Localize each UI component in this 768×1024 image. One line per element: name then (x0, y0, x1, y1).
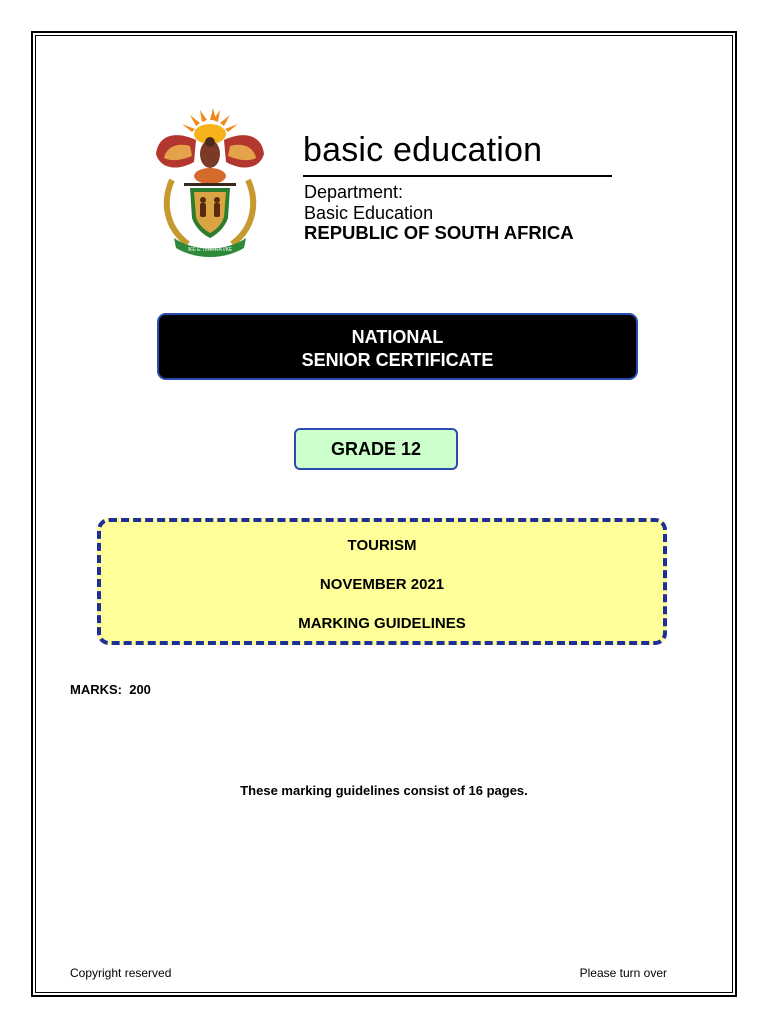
country-name: REPUBLIC OF SOUTH AFRICA (304, 222, 574, 243)
page-count-note: These marking guidelines consist of 16 pages. (240, 783, 528, 798)
document-type: MARKING GUIDELINES (298, 615, 466, 632)
total-marks: MARKS: 200 (70, 682, 151, 697)
department-label: Department: (304, 182, 404, 202)
motto-text: !KE E: /XARRA //KE (187, 247, 233, 253)
page-border-inner (35, 35, 733, 993)
certificate-line1: NATIONAL (351, 327, 444, 347)
footer-copyright: Copyright reserved (70, 966, 172, 980)
certificate-banner (157, 313, 638, 380)
footer-turn-over: Please turn over (579, 966, 667, 980)
grade-badge: GRADE 12 (294, 428, 458, 470)
department-name: Basic Education (304, 203, 434, 223)
exam-info-box (97, 518, 667, 645)
exam-session: NOVEMBER 2021 (319, 576, 445, 593)
coat-of-arms-icon (150, 106, 270, 258)
title-underline (303, 175, 612, 177)
certificate-line2: SENIOR CERTIFICATE (301, 350, 494, 370)
org-title: basic education (303, 131, 543, 169)
subject-name: TOURISM (347, 537, 417, 554)
